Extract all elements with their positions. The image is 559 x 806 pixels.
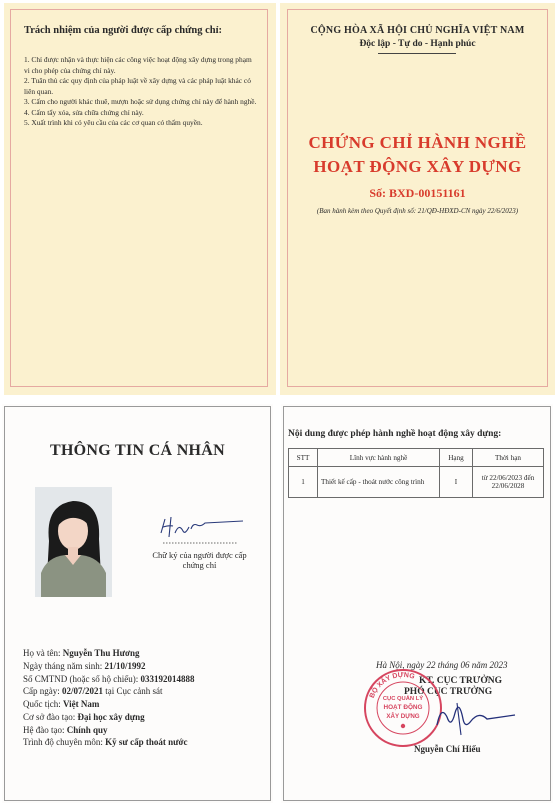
- svg-text:XÂY DỰNG: XÂY DỰNG: [386, 713, 420, 720]
- scope-table: [288, 448, 544, 498]
- table-row: [289, 467, 544, 498]
- holder-signature: [157, 511, 247, 547]
- responsibility-item: 5. Xuất trình khi có yêu cầu của các cơ quan có thẩm quyền.: [24, 118, 203, 128]
- signer-name: Nguyễn Chí Hiếu: [414, 744, 481, 754]
- responsibility-item: 4. Cấm tẩy xóa, sửa chữa chứng chỉ này.: [24, 107, 144, 117]
- info-row-training-type: Hệ đào tạo: Chính quy: [23, 724, 108, 735]
- info-row-id-number: Số CMTND (hoặc số hộ chiếu): 033192014888: [23, 673, 195, 684]
- table-header-row: [289, 449, 544, 467]
- responsibilities-list: [24, 55, 259, 129]
- cell-field: Thiết kế cấp - thoát nước công trình: [318, 467, 440, 498]
- responsibilities-page: [4, 3, 276, 395]
- info-row-issue-date: Cấp ngày: 02/07/2021 tại Cục cảnh sát: [23, 686, 163, 697]
- info-row-name: Họ và tên: Nguyễn Thu Hương: [23, 648, 140, 658]
- responsibility-item: 3. Cấm cho người khác thuê, mượn hoặc sử dụng chứng chỉ này để hành nghề.: [24, 97, 257, 107]
- column-header-grade: Hạng: [440, 449, 473, 467]
- column-header-field: Lĩnh vực hành nghề: [318, 449, 440, 467]
- personal-info-title: THÔNG TIN CÁ NHÂN: [49, 442, 226, 459]
- info-row-qualification: Trình độ chuyên môn: Kỹ sư cấp thoát nước: [23, 737, 188, 748]
- certificate-number: Số: BXD-00151161: [369, 186, 466, 200]
- cover-page: [280, 3, 555, 395]
- responsibilities-title: Trách nhiệm của người được cấp chứng chỉ:: [24, 25, 223, 36]
- cell-stt: 1: [289, 467, 318, 498]
- scope-heading: Nội dung được phép hành nghề hoạt động xây dựng:: [288, 429, 502, 439]
- info-row-nationality: Quốc tịch: Việt Nam: [23, 699, 100, 710]
- column-header-term: Thời hạn: [473, 449, 544, 467]
- responsibility-item: 2. Tuân thủ các quy định của pháp luật về xây dựng và các pháp luật khác có liên quan.: [24, 76, 251, 96]
- personal-info-page: [2, 404, 273, 803]
- place-and-date: Hà Nội, ngày 22 tháng 06 năm 2023: [376, 660, 508, 670]
- portrait-photo: [35, 487, 112, 597]
- issuance-note: (Ban hành kèm theo Quyết định số: 21/QĐ-HĐXD-CN ngày 22/6/2023): [316, 207, 519, 215]
- portrait-illustration: [35, 487, 112, 597]
- seal-ring-text: BỘ XÂY DỰNG: [368, 671, 416, 700]
- official-signature: [431, 695, 521, 740]
- svg-text:HOẠT ĐỘNG: HOẠT ĐỘNG: [383, 704, 423, 711]
- column-header-stt: STT: [289, 449, 318, 467]
- cell-term: từ 22/06/2023 đến 22/06/2028: [473, 467, 544, 498]
- svg-text:CỤC QUẢN LÝ: CỤC QUẢN LÝ: [382, 696, 424, 702]
- nation-heading: CỘNG HÒA XÃ HỘI CHỦ NGHĨA VIỆT NAM: [310, 25, 525, 36]
- motto: Độc lập - Tự do - Hạnh phúc: [359, 39, 476, 49]
- info-row-birthdate: Ngày tháng năm sinh: 21/10/1992: [23, 660, 146, 671]
- motto-underline: [378, 53, 456, 54]
- signer-title-2: PHÓ CỤC TRƯỞNG: [404, 687, 493, 697]
- personal-info-list: [23, 647, 194, 749]
- certificate-title: CHỨNG CHỈ HÀNH NGHỀ: [308, 133, 527, 152]
- info-row-institution: Cơ sở đào tạo: Đại học xây dựng: [23, 711, 145, 722]
- signature-caption: Chữ ký của người được cấp chứng chỉ: [152, 550, 247, 571]
- signer-title-1: KT. CỤC TRƯỞNG: [419, 676, 502, 686]
- responsibility-item: 1. Chỉ được nhận và thực hiện các công việc hoạt động xây dựng trong phạm vi cho phép của chứng chỉ này.: [24, 55, 252, 75]
- scope-page: [281, 404, 553, 803]
- cell-grade: I: [440, 467, 473, 498]
- certificate-subtitle: HOẠT ĐỘNG XÂY DỰNG: [313, 157, 522, 176]
